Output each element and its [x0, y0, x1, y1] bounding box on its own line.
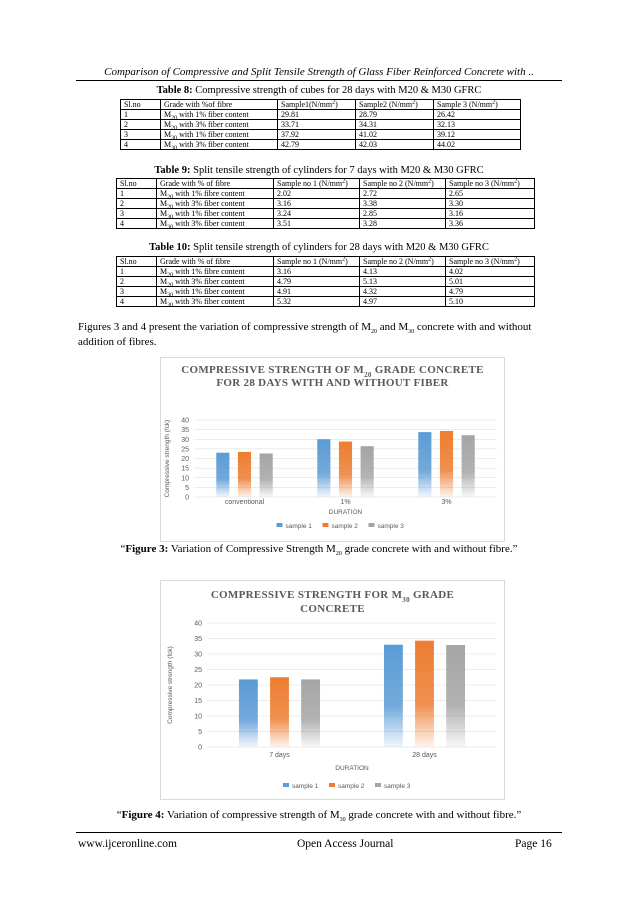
table-header-cell: Sample no 3 $(N/mm^2)$	[446, 257, 535, 267]
table-8-caption	[0, 85, 638, 96]
legend-label: sample 1	[292, 783, 319, 790]
table-cell: 4.97	[360, 297, 446, 307]
table-row	[117, 199, 535, 209]
table-cell: 34.31	[356, 120, 434, 130]
table-header-cell: Sample no 3 $(N/mm^2)$	[446, 179, 535, 189]
y-tick-label: 35	[194, 636, 202, 643]
table-cell: $M_{30}$ with 3% fiber content	[157, 219, 274, 229]
table-cell: 28.79	[356, 110, 434, 120]
table-cell: $M_{30}$ with 3% fiber content	[157, 297, 274, 307]
chart-title-line: FOR 28 DAYS WITH AND WITHOUT FIBER	[216, 377, 449, 389]
table-cell: 4	[117, 297, 157, 307]
table-10	[116, 256, 535, 307]
table-cell: 39.12	[434, 130, 521, 140]
legend-swatch	[277, 523, 283, 527]
y-tick-label: 20	[194, 682, 202, 690]
chart-title-line: CONCRETE	[300, 603, 365, 615]
x-axis-label: DURATION	[328, 509, 363, 516]
legend-label: sample 3	[384, 783, 411, 790]
bar-sample-3	[462, 435, 475, 497]
table-row	[117, 277, 535, 287]
table-cell: 3.16	[274, 267, 360, 277]
legend-label: sample 1	[285, 523, 312, 530]
table-cell: $M_{20}$ with 3% fiber content	[161, 120, 278, 130]
y-axis-label: Compressive strength (fck)	[167, 646, 174, 724]
table-row	[117, 209, 535, 219]
table-cell: 42.03	[356, 140, 434, 150]
bar-sample-3	[361, 446, 374, 497]
table-cell: 3.38	[360, 199, 446, 209]
bar-sample-2	[270, 677, 289, 747]
table-cell: 1	[117, 267, 157, 277]
legend-swatch	[329, 783, 335, 787]
y-tick-label: 35	[181, 427, 189, 435]
y-tick-label: 25	[181, 446, 189, 454]
table-10-title: Split tensile strength of cylinders for 28 days with M20 & M30 GFRC	[193, 242, 489, 253]
x-tick-label: 1%	[340, 499, 351, 506]
table-header-cell: Grade with % of fibre	[157, 257, 274, 267]
y-tick-label: 40	[181, 417, 189, 425]
table-header-cell: Sample2 $(N/mm^2)$	[356, 100, 434, 110]
table-cell: 4	[121, 140, 161, 150]
table-cell: $M_{20}$ with 1% fibre content	[157, 267, 274, 277]
running-header: Comparison of Compressive and Split Tensile Strength of Glass Fiber Reinforced Concrete with ..	[104, 66, 534, 78]
table-cell: 4.02	[446, 267, 535, 277]
table-header-cell: Sl.no	[117, 257, 157, 267]
body-paragraph	[78, 320, 562, 350]
table-cell: 5.10	[446, 297, 535, 307]
table-cell: 1	[121, 110, 161, 120]
table-cell: 5.01	[446, 277, 535, 287]
chart-title-line: COMPRESSIVE STRENGTH FOR $M_{30}$ GRADE	[210, 589, 455, 604]
table-row	[121, 140, 521, 150]
y-tick-label: 5	[198, 729, 202, 736]
y-tick-label: 5	[185, 484, 189, 492]
table-cell: 33.71	[278, 120, 356, 130]
bar-sample-3	[301, 679, 320, 747]
figure-3-label: Figure 3:	[125, 543, 169, 555]
bar-sample-2	[415, 641, 434, 747]
table-cell: 37.92	[278, 130, 356, 140]
y-tick-label: 15	[194, 698, 202, 705]
legend-label: sample 3	[377, 523, 404, 530]
x-tick-label: conventional	[224, 499, 265, 506]
table-9-caption	[0, 165, 638, 176]
table-cell: $M_{20}$ with 3% fiber content	[157, 277, 274, 287]
chart-title-line: COMPRESSIVE STRENGTH OF $M_{20}$ GRADE CONCRETE	[181, 364, 484, 379]
y-axis-label: Compressive strength (fck)	[164, 419, 171, 498]
y-tick-label: 10	[181, 475, 189, 483]
figure-4-svg	[161, 581, 504, 799]
bar-sample-2	[440, 431, 453, 497]
table-header-cell: Sl.no	[121, 100, 161, 110]
footer-website[interactable]: www.ijceronline.com	[78, 838, 177, 850]
table-header-row	[117, 179, 535, 189]
table-cell: 3	[117, 287, 157, 297]
table-row	[117, 297, 535, 307]
y-tick-label: 0	[198, 744, 202, 752]
table-cell: 3.30	[446, 199, 535, 209]
footer-rule	[76, 832, 562, 833]
table-row	[121, 110, 521, 120]
bar-sample-3	[446, 645, 465, 747]
y-tick-label: 20	[181, 456, 189, 463]
table-header-row	[117, 257, 535, 267]
legend-swatch	[283, 783, 289, 787]
bar-sample-1	[239, 679, 258, 747]
y-tick-label: 30	[194, 651, 202, 659]
table-cell: 2	[117, 199, 157, 209]
table-cell: 2	[117, 277, 157, 287]
table-cell: 4	[117, 219, 157, 229]
table-cell: $M_{30}$ with 1% fiber content	[157, 209, 274, 219]
table-cell: $M_{20}$ with 1% fibre content	[157, 189, 274, 199]
table-cell: 41.02	[356, 130, 434, 140]
table-header-cell: Grade with %of fibre	[161, 100, 278, 110]
figure-3-svg	[161, 358, 504, 541]
bar-sample-3	[260, 453, 273, 497]
table-cell: 5.13	[360, 277, 446, 287]
figure-3-chart	[160, 357, 505, 542]
table-cell: 2.02	[274, 189, 360, 199]
table-header-cell: Sample no 2 $(N/mm^2)$	[360, 257, 446, 267]
table-cell: $M_{30}$ with 1% fiber content	[161, 130, 278, 140]
figure-4-caption: “Figure 4: Variation of compressive strength of $M_{30}$ grade concrete with and without fibre.”	[116, 809, 522, 824]
figure-4-text: Variation of compressive strength of $M_{30}$ grade concrete with and without fibre.	[167, 809, 517, 824]
table-cell: 3.51	[274, 219, 360, 229]
header-rule	[76, 80, 562, 81]
bar-sample-1	[418, 432, 431, 497]
table-cell: 3.24	[274, 209, 360, 219]
table-header-cell: Sample no 1 $(N/mm^2)$	[274, 257, 360, 267]
table-cell: 26.42	[434, 110, 521, 120]
chart-title-subscript: 30	[402, 596, 410, 604]
table-cell: 4.79	[274, 277, 360, 287]
table-cell: 3.36	[446, 219, 535, 229]
table-header-cell: Sl.no	[117, 179, 157, 189]
table-cell: 3	[117, 209, 157, 219]
x-tick-label: 7 days	[269, 752, 290, 759]
table-10-caption	[0, 242, 638, 253]
figure-4-label: Figure 4:	[121, 809, 165, 821]
table-cell: 2.72	[360, 189, 446, 199]
footer-journal: Open Access Journal	[297, 838, 394, 850]
legend-swatch	[369, 523, 375, 527]
table-8-title: Compressive strength of cubes for 28 days with M20 & M30 GFRC	[195, 85, 482, 96]
table-header-row	[121, 100, 521, 110]
table-header-cell: Grade with % of fibre	[157, 179, 274, 189]
table-cell: 29.81	[278, 110, 356, 120]
table-row	[117, 219, 535, 229]
table-row	[117, 189, 535, 199]
table-cell: 4.32	[360, 287, 446, 297]
x-axis-label: DURATION	[335, 765, 369, 772]
table-cell: 3	[121, 130, 161, 140]
table-cell: 4.91	[274, 287, 360, 297]
legend-label: sample 2	[338, 783, 365, 790]
y-tick-label: 30	[181, 436, 189, 444]
table-cell: 5.32	[274, 297, 360, 307]
table-9	[116, 178, 535, 229]
table-cell: 3.16	[446, 209, 535, 219]
table-cell: 2	[121, 120, 161, 130]
y-tick-label: 0	[185, 494, 189, 502]
bar-sample-1	[317, 439, 330, 497]
table-row	[117, 267, 535, 277]
table-9-title: Split tensile strength of cylinders for 7 days with M20 & M30 GFRC	[193, 165, 484, 176]
x-tick-label: 3%	[441, 499, 452, 506]
y-tick-label: 40	[194, 620, 202, 628]
table-cell: $M_{30}$ with 3% fiber content	[161, 140, 278, 150]
table-cell: $M_{20}$ with 1% fiber content	[161, 110, 278, 120]
bar-sample-2	[238, 452, 251, 497]
legend-swatch	[323, 523, 329, 527]
legend-swatch	[375, 783, 381, 787]
x-tick-label: 28 days	[412, 752, 437, 759]
legend-label: sample 2	[331, 523, 358, 530]
body-text: Figures 3 and 4 present the variation of compressive strength of $M_{20}$ and $M_{30}$ concrete with and without addition of fibres.	[78, 321, 532, 348]
bar-sample-1	[216, 453, 229, 497]
table-9-label: Table 9:	[154, 165, 191, 176]
table-header-cell: Sample no 2 $(N/mm^2)$	[360, 179, 446, 189]
table-cell: 3.28	[360, 219, 446, 229]
table-cell: 44.02	[434, 140, 521, 150]
y-tick-label: 10	[194, 713, 202, 721]
table-cell: 32.13	[434, 120, 521, 130]
table-row	[121, 130, 521, 140]
table-row	[117, 287, 535, 297]
table-row	[121, 120, 521, 130]
table-header-cell: Sample 3 $(N/mm^2)$	[434, 100, 521, 110]
table-8-label: Table 8:	[156, 85, 193, 96]
table-cell: 2.65	[446, 189, 535, 199]
figure-3-caption: “Figure 3: Variation of Compressive Strength $M_{20}$ grade concrete with and without fibre.”	[120, 543, 518, 558]
bar-sample-2	[339, 442, 352, 497]
table-10-label: Table 10:	[149, 242, 191, 253]
table-cell: 1	[117, 189, 157, 199]
table-cell: 42.79	[278, 140, 356, 150]
figure-4-chart	[160, 580, 505, 800]
bar-sample-1	[384, 645, 403, 747]
table-cell: $M_{20}$ with 3% fiber content	[157, 199, 274, 209]
table-cell: $M_{30}$ with 1% fiber content	[157, 287, 274, 297]
y-tick-label: 25	[194, 667, 202, 674]
figure-3-text: Variation of Compressive Strength $M_{20}$ grade concrete with and without fibre.	[170, 543, 513, 558]
table-header-cell: $Sample1(N/mm^2)$	[278, 100, 356, 110]
table-cell: 4.13	[360, 267, 446, 277]
table-cell: 2.85	[360, 209, 446, 219]
table-8	[120, 99, 521, 150]
table-cell: 3.16	[274, 199, 360, 209]
chart-title-subscript: 20	[364, 371, 372, 379]
table-header-cell: Sample no 1 $(N/mm^2)$	[274, 179, 360, 189]
y-tick-label: 15	[181, 465, 189, 473]
footer-page-number: Page 16	[515, 838, 552, 850]
table-cell: 4.79	[446, 287, 535, 297]
